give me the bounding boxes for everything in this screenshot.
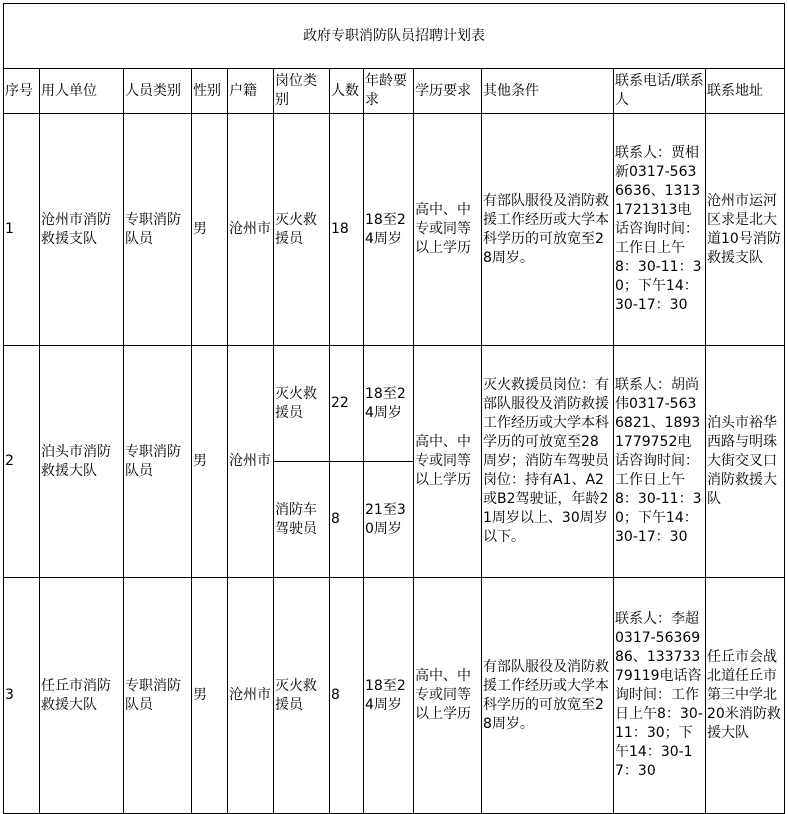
header-other: 其他条件	[482, 69, 614, 114]
cell-seq: 1	[4, 114, 40, 346]
cell-age: 18至24周岁	[364, 346, 414, 462]
cell-staff-type: 专职消防队员	[124, 114, 192, 346]
cell-contact: 联系人：胡尚伟0317-5636821、18931779752电话咨询时间：工作日上午8：30-11：30；下午14：30-17：30	[614, 346, 706, 578]
cell-other: 有部队服役及消防救援工作经历或大学本科学历的可放宽至28周岁。	[482, 114, 614, 346]
cell-count: 8	[330, 462, 364, 578]
table-row	[4, 578, 785, 814]
cell-other: 有部队服役及消防救援工作经历或大学本科学历的可放宽至28周岁。	[482, 578, 614, 814]
cell-gender: 男	[192, 346, 228, 578]
cell-hukou: 沧州市	[228, 346, 274, 578]
cell-seq: 3	[4, 578, 40, 814]
cell-address: 任丘市会战北道任丘市第三中学北20米消防救援大队	[706, 578, 785, 814]
cell-employer: 沧州市消防救援支队	[40, 114, 124, 346]
cell-education: 高中、中专或同等以上学历	[414, 578, 482, 814]
cell-age: 18至24周岁	[364, 114, 414, 346]
header-count: 人数	[330, 69, 364, 114]
cell-employer: 任丘市消防救援大队	[40, 578, 124, 814]
header-education: 学历要求	[414, 69, 482, 114]
table-row	[4, 346, 785, 462]
header-seq: 序号	[4, 69, 40, 114]
cell-count: 8	[330, 578, 364, 814]
cell-address: 泊头市裕华西路与明珠大街交叉口消防救援大队	[706, 346, 785, 578]
cell-hukou: 沧州市	[228, 578, 274, 814]
cell-hukou: 沧州市	[228, 114, 274, 346]
cell-post: 灭火救援员	[274, 346, 330, 462]
header-post: 岗位类别	[274, 69, 330, 114]
cell-post: 灭火救援员	[274, 114, 330, 346]
table-title: 政府专职消防队员招聘计划表	[4, 4, 785, 69]
cell-count: 18	[330, 114, 364, 346]
table-row	[4, 114, 785, 346]
header-age: 年龄要求	[364, 69, 414, 114]
cell-address: 沧州市运河区求是北大道10号消防救援支队	[706, 114, 785, 346]
header-address: 联系地址	[706, 69, 785, 114]
cell-education: 高中、中专或同等以上学历	[414, 114, 482, 346]
cell-gender: 男	[192, 578, 228, 814]
recruitment-table	[3, 3, 785, 814]
cell-other: 灭火救援员岗位：有部队服役及消防救援工作经历或大学本科学历的可放宽至28周岁；消防车驾驶员岗位：持有A1、A2或B2驾驶证，年龄21周岁以上、30周岁以下。	[482, 346, 614, 578]
header-hukou: 户籍	[228, 69, 274, 114]
cell-age: 21至30周岁	[364, 462, 414, 578]
cell-seq: 2	[4, 346, 40, 578]
cell-staff-type: 专职消防队员	[124, 346, 192, 578]
cell-post: 消防车驾驶员	[274, 462, 330, 578]
cell-education: 高中、中专或同等以上学历	[414, 346, 482, 578]
cell-count: 22	[330, 346, 364, 462]
cell-contact: 联系人：李超0317-5636986、13373379119电话咨询时间：工作日上午8：30-11：30；下午14：30-17：30	[614, 578, 706, 814]
header-employer: 用人单位	[40, 69, 124, 114]
cell-employer: 泊头市消防救援大队	[40, 346, 124, 578]
header-row	[4, 69, 785, 114]
cell-contact: 联系人：贾相新0317-5636636、13131721313电话咨询时间：工作日上午8：30-11：30；下午14：30-17：30	[614, 114, 706, 346]
cell-post: 灭火救援员	[274, 578, 330, 814]
cell-staff-type: 专职消防队员	[124, 578, 192, 814]
cell-gender: 男	[192, 114, 228, 346]
header-contact: 联系电话/联系人	[614, 69, 706, 114]
header-gender: 性别	[192, 69, 228, 114]
cell-age: 18至24周岁	[364, 578, 414, 814]
header-staff-type: 人员类别	[124, 69, 192, 114]
